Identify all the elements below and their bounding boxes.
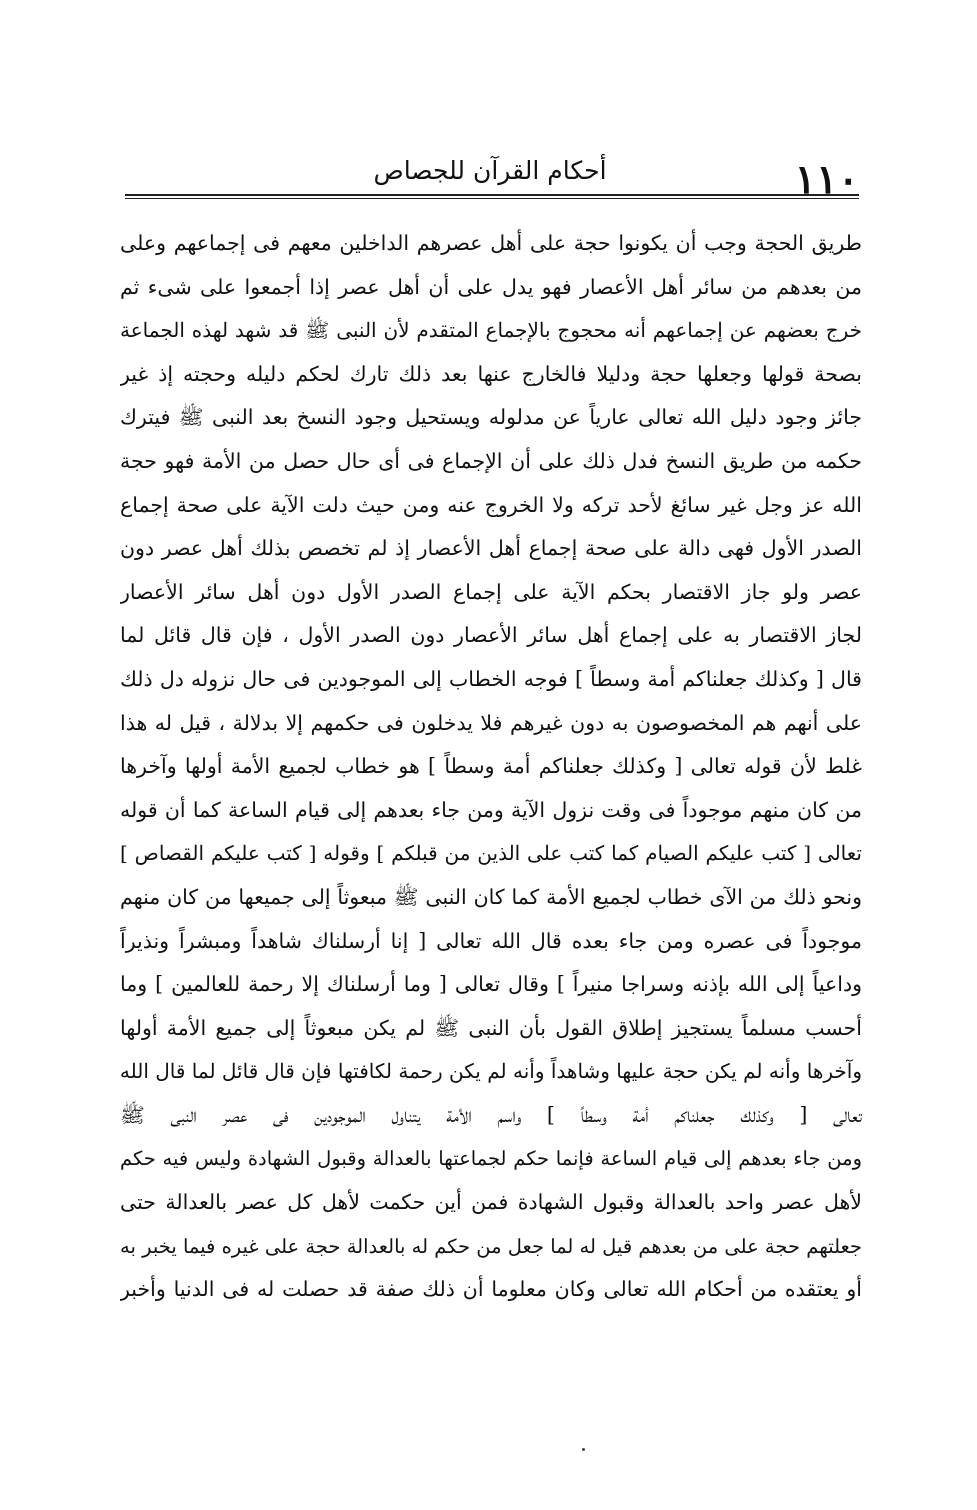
text-line: ومن جاء بعدهم إلى قيام الساعة فإنما حكم لجماعتها بالعدالة وقبول الشهادة وليس فيه حكم [120, 1147, 862, 1171]
text-line: الصدر الأول فهى دالة على صحة إجماع أهل الأعصار إذ لم تخصص بذلك أهل عصر دون [120, 536, 862, 561]
running-title: أحكام القرآن للجصاص [373, 156, 607, 185]
body-text [120, 222, 862, 1312]
page-number: ١١٠ [794, 156, 859, 203]
text-line: غلط لأن قوله تعالى [ وكذلك جعلناكم أمة وسطاً ] هو خطاب لجميع الأمة أولها وآخرها [120, 754, 862, 779]
text-line: أحسب مسلماً يستجيز إطلاق القول بأن النبى ﷺ لم يكن مبعوثاً إلى جميع الأمة أولها [120, 1015, 862, 1040]
text-line: وداعياً إلى الله بإذنه وسراجا منيراً ] وقال تعالى [ وما أرسلناك إلا رحمة للعالمين ] وما [120, 972, 862, 997]
text-line: قال [ وكذلك جعلناكم أمة وسطاً ] فوجه الخطاب إلى الموجودين فى حال نزوله دل ذلك [120, 666, 862, 691]
scan-speck [582, 1448, 585, 1451]
text-line: لجاز الاقتصار به على إجماع أهل سائر الأعصار دون الصدر الأول ، فإن قال قائل لما [120, 623, 862, 648]
text-line: طريق الحجة وجب أن يكونوا حجة على أهل عصرهم الداخلين معهم فى إجماعهم وعلى [120, 231, 862, 255]
text-line: أو يعتقده من أحكام الله تعالى وكان معلوما أن ذلك صفة قد حصلت له فى الدنيا وأخبر [120, 1277, 862, 1302]
text-line: خرج بعضهم عن إجماعهم أنه محجوج بالإجماع المتقدم لأن النبى ﷺ قد شهد لهذه الجماعة [120, 318, 862, 343]
text-line: حكمه من طريق النسخ فدل ذلك على أن الإجماع فى أى حال حصل من الأمة فهو حجة [120, 448, 862, 473]
text-line: وآخرها وأنه لم يكن حجة عليها وشاهداً وأنه لم يكن رحمة لكافتها فإن قال قائل لما قال الله [120, 1059, 862, 1084]
text-line: بصحة قولها وجعلها حجة ودليلا فالخارج عنها بعد ذلك تارك لحكم دليله وحجته إذ غير [120, 361, 862, 386]
text-line: جائز وجود دليل الله تعالى عارياً عن مدلوله ويستحيل وجود النسخ بعد النبى ﷺ فيترك [120, 405, 862, 430]
text-line: من كان منهم موجوداً فى وقت نزول الآية ومن جاء بعدهم إلى قيام الساعة كما أن قوله [120, 797, 862, 822]
text-line: جعلتهم حجة على من بعدهم قيل له لما جعل من حكم له بالعدالة حجة على غيره فيما يخبر به [120, 1234, 862, 1258]
header-divider [125, 194, 859, 199]
text-line: تعالى [ كتب عليكم الصيام كما كتب على الذين من قبلكم ] وقوله [ كتب عليكم القصاص ] [120, 841, 862, 866]
page-header [125, 138, 859, 203]
text-line: ونحو ذلك من الآى خطاب لجميع الأمة كما كان النبى ﷺ مبعوثاً إلى جميعها من كان منهم [120, 884, 862, 909]
text-line: عصر ولو جاز الاقتصار بحكم الآية على إجماع الصدر الأول دون أهل سائر الأعصار [120, 579, 862, 604]
text-line: على أنهم هم المخصوصون به دون غيرهم فلا يدخلون فى حكمهم إلا بدلالة ، قيل له هذا [120, 710, 862, 735]
text-line: من بعدهم من سائر أهل الأعصار فهو يدل على أن أهل عصر إذا أجمعوا على شىء ثم [120, 274, 862, 299]
text-line: موجوداً فى عصره ومن جاء بعده قال الله تعالى [ إنا أرسلناك شاهداً ومبشراً ونذيراً [120, 928, 862, 953]
text-line: تعالى [ وكذلك جعلناكم أمة وسطاً ] واسم الأمة يتناول الموجودين فى عصر النبى ﷺ [120, 1102, 862, 1127]
text-line: لأهل عصر واحد بالعدالة وقبول الشهادة فمن أين حكمت لأهل كل عصر بالعدالة حتى [120, 1190, 862, 1215]
text-line: الله عز وجل غير سائغ لأحد تركه ولا الخروج عنه ومن حيث دلت الآية على صحة إجماع [120, 492, 862, 517]
